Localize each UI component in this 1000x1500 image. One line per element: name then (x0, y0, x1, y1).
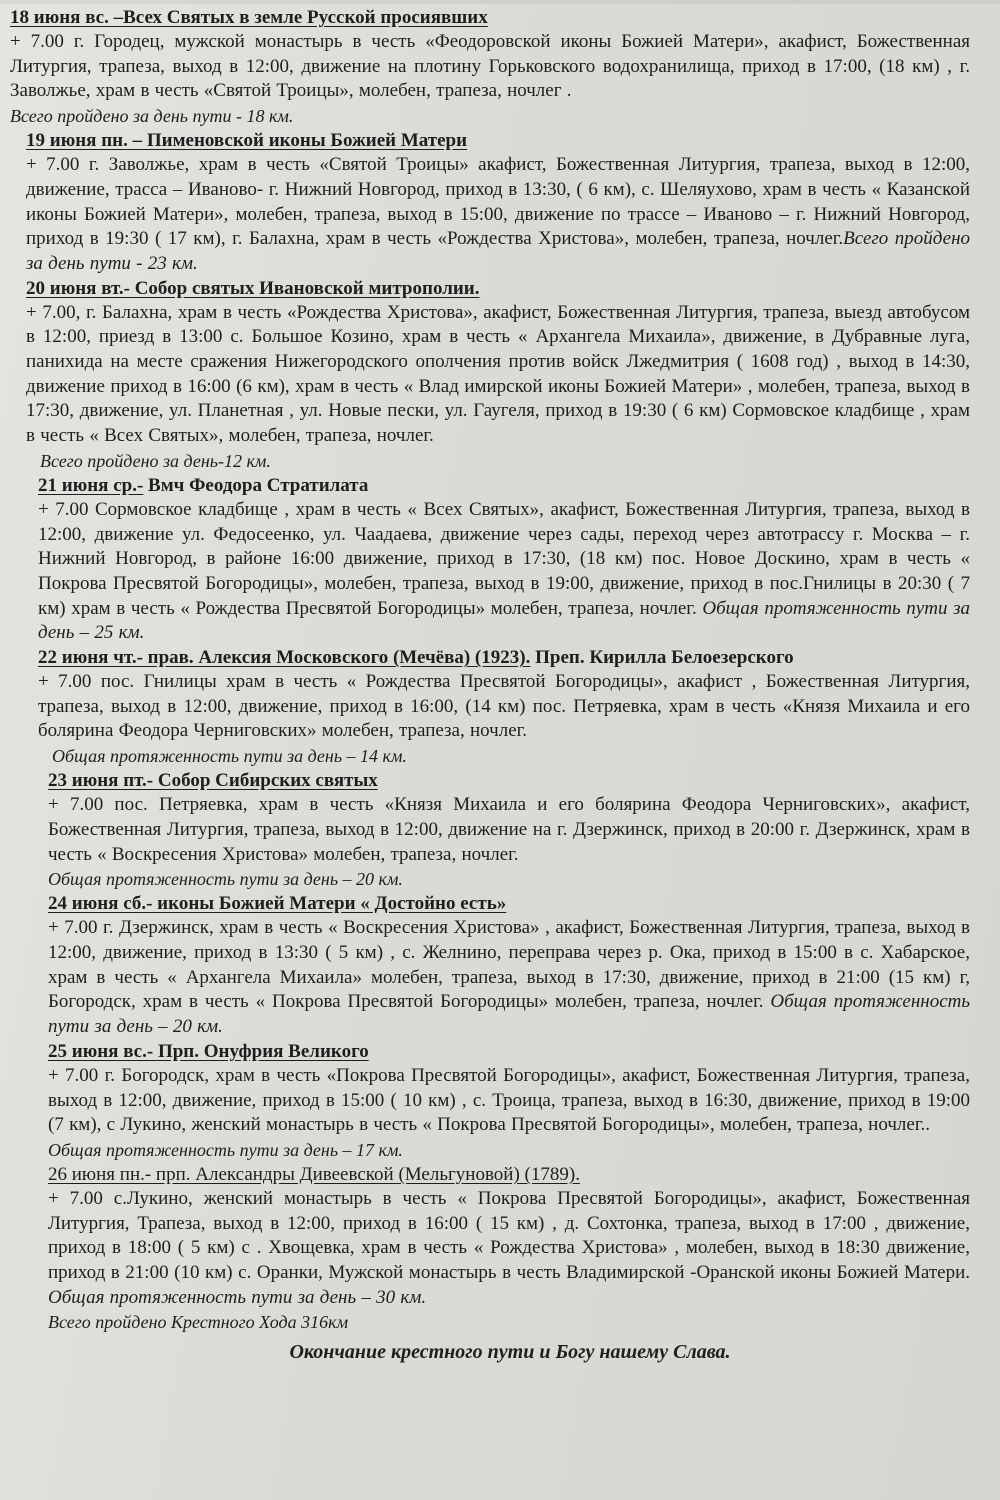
heading-date-feast: 23 июня пт.- Собор Сибирских святых (48, 770, 378, 792)
day-heading (48, 769, 970, 793)
heading-date-feast: 20 июня вт.- Собор святых Ивановской митрополии. (26, 277, 480, 299)
day-entry-june-21 (10, 474, 970, 646)
heading-date-feast: 22 июня чт.- прав. Алексия Московского (Мечёва) (1923). (38, 647, 531, 669)
day-schedule (26, 301, 970, 449)
schedule-text: + 7.00 г. Дзержинск, храм в честь « Воскресения Христова» , акафист, Божественная Литургия, трапеза, выход в 12:00, движение, приход в 13:30 ( 5 км) , с. Желнино, переправа через р. Ока, приход в 15:00 в с. Хабарское, храм в честь « Архангела Михаила» молебен, трапеза, выход в 17:30, движение, приход в 21:00 (15 км) г, Богородск, храм в честь « Покрова Пресвятой Богородицы» молебен, трапеза, ночлег. (48, 917, 970, 1013)
grand-total: Всего пройдено Крестного Хода 316км (48, 1312, 349, 1333)
schedule-text: + 7.00, г. Балахна, храм в честь «Рождества Христова», акафист, Божественная Литургия, трапеза, выезд автобусом в 12:00, приезд в 13:00 с. Большое Козино, храм в честь « Архангела Михаила», движение, в Дубравные луга, панихида на месте сражения Нижегородского ополчения против войск Лжедмитрия ( 1608 год) , выход в 14:30, движение приход в 16:00 (6 км), храм в честь « Влад имирской иконы Божией Матери» , молебен, трапеза, выход в 17:30, движение, ул. Планетная , ул. Новые пески, ул. Гаугеля, приход в 19:30 ( 6 км) Сормовское кладбище , храм в честь « Всех Святых», молебен, трапеза, ночлег. (26, 301, 970, 447)
day-entry-june-20 (10, 277, 970, 474)
schedule-total-inline: Общая протяженность пути за день – 30 км. (48, 1286, 427, 1308)
closing-line: Окончание крестного пути и Богу нашему Слава. (289, 1341, 731, 1364)
schedule-text: + 7.00 пос. Петряевка, храм в честь «Князя Михаила и его болярина Феодора Черниговских», акафист, Божественная Литургия, трапеза, выход в 12:00, движение на г. Дзержинск, приход в 20:00 г. Дзержинск, храм в честь « Воскресения Христова» молебен, трапеза, ночлег. (48, 794, 970, 865)
day-heading (26, 277, 970, 301)
day-heading (10, 6, 970, 30)
schedule-text: + 7.00 с.Лукино, женский монастырь в честь « Покрова Пресвятой Богородицы», акафист, Божественная Литургия, Трапеза, выход в 12:00, приход в 16:00 ( 15 км) , д. Сохтонка, трапеза, выход в 17:00 , движение, приход в 18:00 ( 5 км) с . Хвощевка, храм в честь « Рождества Христова» , молебен, выход в 18:30 движение, приход в 21:00 (10 км) с. Оранки, Мужской монастырь в честь Владимирской -Оранской иконы Божией Матери. (48, 1187, 970, 1284)
schedule-total-inline: Общая протяженность пути за день – 20 км. (48, 991, 970, 1038)
heading-extra: Вмч Феодора Стратилата (143, 474, 369, 496)
day-schedule (10, 30, 970, 104)
day-schedule (48, 1064, 970, 1138)
schedule-text: + 7.00 г. Заволжье, храм в честь «Святой Троицы» акафист, Божественная Литургия, трапеза, выход в 12:00, движение, трасса – Иваново- г. Нижний Новгород, приход в 13:30, ( 6 км), с. Шеляухово, храм в честь « Казанской иконы Божией Матери», молебен, трапеза, выход в 15:00, движение по трассе – Иваново – г. Нижний Новгород, приход в 19:30 ( 17 км), г. Балахна, храм в честь «Рождества Христова», молебен, трапеза, ночлег. (26, 154, 970, 250)
heading-date-feast: 19 июня пн. – Пименовской иконы Божией Матери (26, 130, 468, 152)
page-edge (0, 0, 1000, 4)
day-total: Общая протяженность пути за день – 17 км. (48, 1139, 403, 1160)
heading-date-feast: 24 июня сб.- иконы Божией Матери « Достойно есть» (48, 893, 507, 915)
day-heading (38, 474, 970, 498)
day-schedule (48, 1187, 970, 1311)
day-heading (26, 129, 970, 153)
day-entry-june-18 (10, 6, 970, 129)
schedule-text: + 7.00 г. Городец, мужской монастырь в честь «Феодоровской иконы Божией Матери», акафист, Божественная Литургия, трапеза, выход в 12:00, движение на плотину Горьковского водохранилища, приход в 17:00, (18 км) , г. Заволжье, храм в честь «Святой Троицы», молебен, трапеза, ночлег . (10, 31, 970, 102)
day-heading (48, 1040, 970, 1064)
schedule-text: + 7.00 г. Богородск, храм в честь «Покрова Пресвятой Богородицы», акафист, Божественная Литургия, трапеза, выход в 12:00, движение, приход в 15:00 ( 10 км) , с. Троица, трапеза, выход в 16:30, движение, приход в 19:00 (7 км), с Лукино, женский монастырь в честь « Покрова Пресвятой Богородицы», молебен, трапеза, ночлег.. (48, 1064, 970, 1136)
day-total: Всего пройдено за день пути - 18 км. (10, 106, 294, 127)
day-entry-june-22 (10, 646, 970, 769)
heading-date-feast: 26 июня пн.- прп. Александры Дивеевской (Мельгуновой) (1789). (48, 1163, 580, 1185)
day-total: Общая протяженность пути за день – 20 км. (48, 869, 403, 890)
schedule-text: + 7.00 Сормовское кладбище , храм в честь « Всех Святых», акафист, Божественная Литургия, трапеза, выход в 12:00, движение ул. Федосеенко, ул. Чаадаева, движение через сады, переход через автотрассу г. Москва – г. Нижний Новгород, в районе 16:00 движение, приход в 17:30, (18 км) пос. Новое Доскино, храм в честь « Покрова Пресвятой Богородицы», молебен, трапеза, выход в 19:00, движение, приход в пос.Гнилицы в 20:30 ( 7 км) храм в честь « Рождества Пресвятой Богородицы» молебен, трапеза, ночлег. (38, 498, 970, 619)
day-entry-june-26 (10, 1163, 970, 1336)
heading-date-feast: 21 июня ср.- (38, 474, 144, 496)
heading-date-feast: 25 июня вс.- Прп. Онуфрия Великого (48, 1040, 369, 1062)
day-total: Всего пройдено за день-12 км. (40, 450, 271, 471)
schedule-total-inline: Общая протяженность пути за день – 25 км. (38, 597, 970, 644)
day-total: Общая протяженность пути за день – 14 км. (52, 746, 407, 767)
day-schedule (48, 916, 970, 1040)
day-heading (38, 646, 970, 670)
schedule-total-inline: Всего пройдено за день пути - 23 км. (26, 228, 970, 274)
day-schedule (48, 793, 970, 867)
day-entry-june-19 (10, 129, 970, 277)
heading-extra: Преп. Кирилла Белоезерского (530, 647, 794, 669)
day-entry-june-25 (10, 1040, 970, 1163)
day-heading (48, 1163, 970, 1187)
day-schedule (26, 153, 970, 277)
day-entry-june-23 (10, 769, 970, 892)
day-heading (48, 892, 970, 916)
day-entry-june-24 (10, 892, 970, 1040)
schedule-text: + 7.00 пос. Гнилицы храм в честь « Рождества Пресвятой Богородицы», акафист , Божественная Литургия, трапеза, выход в 12:00, движение, приход в 16:00, (14 км) пос. Петряевка, храм в честь «Князя Михаила и его болярина Феодора Черниговских» молебен, трапеза, ночлег. (38, 671, 970, 742)
day-schedule (38, 670, 970, 744)
heading-date-feast: 18 июня вс. –Всех Святых в земле Русской просиявших (10, 7, 488, 28)
day-schedule (38, 498, 970, 646)
